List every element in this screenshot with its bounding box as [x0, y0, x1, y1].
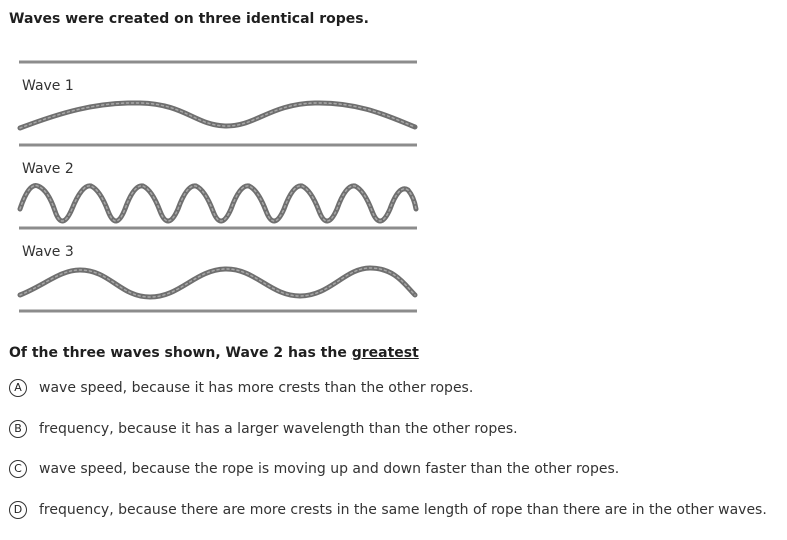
wave-2-rope — [20, 185, 416, 221]
option-b-text: frequency, because it has a larger wavelength than the other ropes. — [39, 421, 518, 437]
option-a[interactable] — [9, 379, 473, 397]
option-b[interactable] — [9, 420, 518, 438]
question-prefix: Of the three waves shown, Wave 2 has the — [9, 345, 352, 361]
option-a-letter-circle[interactable]: A — [9, 379, 27, 397]
option-a-text: wave speed, because it has more crests than the other ropes. — [39, 380, 474, 396]
option-c-text: wave speed, because the rope is moving up and down faster than the other ropes. — [39, 461, 620, 477]
option-d[interactable] — [9, 501, 767, 519]
option-c[interactable] — [9, 460, 619, 478]
intro-text: Waves were created on three identical ropes. — [9, 11, 369, 27]
option-b-letter-circle[interactable]: B — [9, 420, 27, 438]
option-c-letter-circle[interactable]: C — [9, 460, 27, 478]
option-d-letter-circle[interactable]: D — [9, 501, 27, 519]
waves-figure — [0, 45, 430, 325]
wave-1-label: Wave 1 — [22, 78, 74, 94]
question-emphasis: greatest — [351, 345, 419, 361]
wave-3-label: Wave 3 — [22, 244, 74, 260]
wave-1-rope — [20, 103, 415, 128]
option-d-text: frequency, because there are more crests in the same length of rope than there are in the other waves. — [39, 502, 767, 518]
wave-3-rope — [20, 268, 415, 297]
question-stem — [9, 345, 419, 361]
wave-2-label: Wave 2 — [22, 161, 74, 177]
